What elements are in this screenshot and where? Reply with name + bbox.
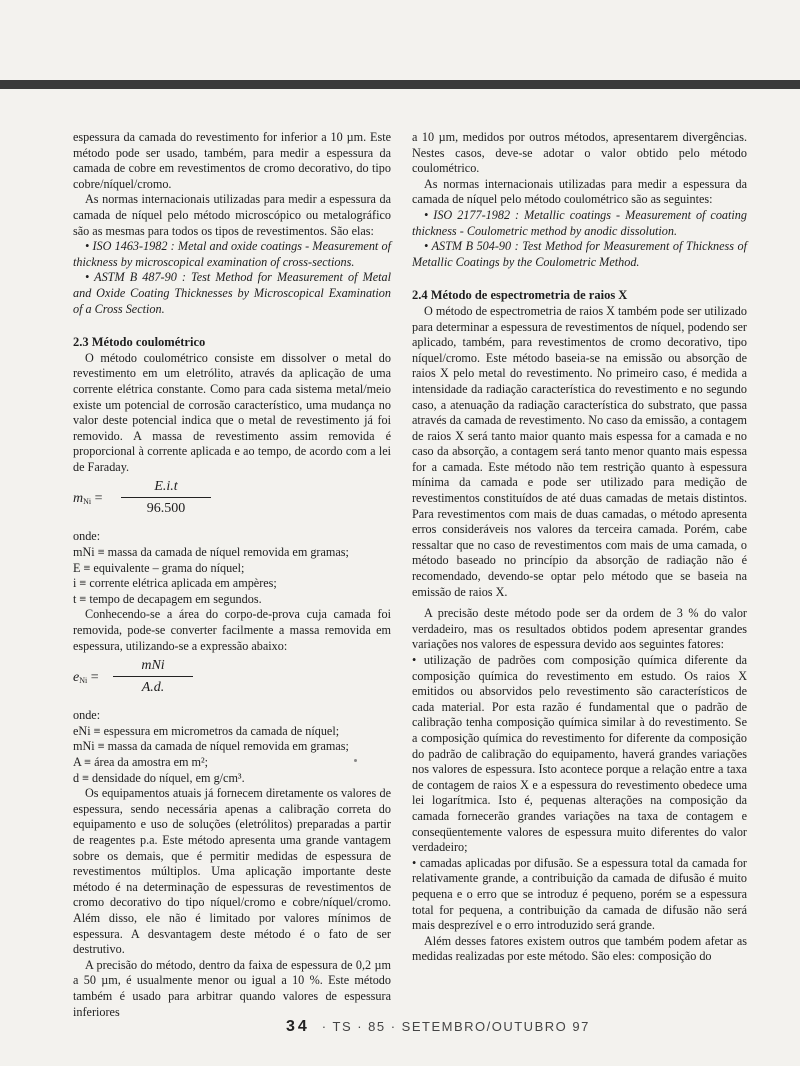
paragraph: As normas internacionais utilizadas para medir a espessura da camada de níquel pelo método coulométrico são as seguintes: xyxy=(412,176,747,207)
paragraph: espessura da camada do revestimento for inferior a 10 µm. Este método pode ser usado, também, para medir a espessura da camada de cobre em revestimentos de cromo decorativo, do tipo cobre/níquel/cromo. xyxy=(73,130,391,191)
formula-numerator: E.i.t xyxy=(121,479,211,498)
variable-definition: A ≡ área da amostra em m²; xyxy=(73,755,209,769)
variable-definition: i ≡ corrente elétrica aplicada em ampères; xyxy=(73,576,277,591)
page-number: 34 xyxy=(286,1018,310,1035)
paragraph: a 10 µm, medidos por outros métodos, apresentarem divergências. Nestes casos, deve-se adotar o valor obtido pelo método coulométrico. xyxy=(412,130,747,176)
formula-denominator: 96.500 xyxy=(146,501,186,517)
variable-list xyxy=(73,529,391,607)
variable-definition: mNi ≡ massa da camada de níquel removida em gramas; xyxy=(73,545,349,560)
left-column xyxy=(73,130,391,1020)
scan-speck xyxy=(354,759,357,762)
issue-info: · TS · 85 · SETEMBRO/OUTUBRO 97 xyxy=(321,1019,590,1034)
paragraph: Conhecendo-se a área do corpo-de-prova cuja camada foi removida, pode-se converter facilmente a massa removida em espessura, utilizando-se a expressão abaixo: xyxy=(73,607,391,653)
paragraph: A precisão deste método pode ser da ordem de 3 % do valor verdadeiro, mas os resultados obtidos podem apresentar grandes variações nos valores de espessura devido aos seguintes fatores: xyxy=(412,606,747,652)
page-footer xyxy=(286,1018,590,1036)
standard-reference: • ASTM B 504-90 : Test Method for Measurement of Thickness of Metallic Coatings by the Coulometric Method. xyxy=(412,239,747,269)
paragraph: As normas internacionais utilizadas para medir a espessura da camada de níquel pelo método microscópico ou metalográfico são as mesmas para todos os tipos de revestimentos. São elas: xyxy=(73,192,391,238)
formula-denominator: A.d. xyxy=(141,679,165,695)
variable-definition: mNi ≡ massa da camada de níquel removida em gramas; xyxy=(73,739,349,754)
formula-fraction xyxy=(121,479,211,516)
faraday-formula xyxy=(73,479,391,523)
list-item: • utilização de padrões com composição química diferente da composição química do revestimento em estudo. Os raios X emitidos ou absorvidos pelo revestimento são característicos de cada material. Por esta razão é fundamental que o padrão de calibração tenha composição química similar à do revestimento. Se a composição química do revestimento for diferente da composição do padrão de calibração do equipamento, haverá grandes variações nos valores de espessura. Isto acontece porque a relação entre a taxa de contagem de raios X e a espessura do revestimento obedece uma lei logarítmica. Isto é, pequenas alterações na composição da camada fornecerão grandes variações na taxa de contagem e conseqüentemente valores de espessura muito diferentes do valor verdadeiro; xyxy=(412,653,747,855)
thickness-formula xyxy=(73,658,391,702)
variable-definition: t ≡ tempo de decapagem em segundos. xyxy=(73,591,262,606)
right-column xyxy=(412,130,747,965)
formula-numerator: mNi xyxy=(113,658,193,677)
formula-fraction xyxy=(113,658,193,695)
variable-definition: d ≡ densidade do níquel, em g/cm³. xyxy=(73,770,245,785)
paragraph: A precisão do método, dentro da faixa de espessura de 0,2 µm a 50 µm, é usualmente menor ou igual a 10 %. Este método também é usado para arbitrar quando valores de espessura inferiores xyxy=(73,957,391,1019)
section-heading: 2.4 Método de espectrometria de raios X xyxy=(412,288,628,303)
header-rule xyxy=(0,80,800,89)
variable-definition: eNi ≡ espessura em micrometros da camada de níquel; xyxy=(73,723,340,738)
variable-definition: E ≡ equivalente – grama do níquel; xyxy=(73,560,245,575)
formula-lhs: $e_{Ni}$ = xyxy=(73,670,99,686)
where-label: onde: xyxy=(73,529,101,544)
paragraph: O método coulométrico consiste em dissolver o metal do revestimento em um eletrólito, através da aplicação de uma corrente elétrica constante. Como para cada sistema metal/meio existe um potencial de corrosão característico, uma mudança no valor deste potencial indica que o metal de revestimento já foi removido. A massa de revestimento assim removida é proporcional à corrente aplicada e ao tempo, de acordo com a lei de Faraday. xyxy=(73,350,391,474)
section-heading: 2.3 Método coulométrico xyxy=(73,335,206,350)
standard-reference: • ISO 2177-1982 : Metallic coatings - Measurement of coating thickness - Coulometric method by anodic dissolution. xyxy=(412,207,747,238)
variable-list xyxy=(73,708,391,786)
paragraph: O método de espectrometria de raios X também pode ser utilizado para determinar a espessura de revestimentos de níquel, podendo ser aplicado, também, para revestimentos de cromo decorativo, tipo níquel/cromo. Este método baseia-se na emissão ou absorção de raios X pelo metal do revestimento. No primeiro caso, é medida a intensidade da radiação característica do revestimento e no segundo caso, a atenuação da radiação característica do substrato, que passa através da camada de revestimento. No caso da emissão, a contagem de raios X será tanto maior quanto mais espessa for a camada e no caso da absorção, a contagem será tanto menor quanto mais espessa for a camada. Este método não tem restrição quanto à espessura mínima da camada e pode ser utilizado para medição de revestimentos constituídos de até duas camadas de metais distintos. Para revestimentos com mais de duas camadas, o método apresenta erros consideráveis nos valores da terceira camada. Porém, cabe ressaltar que no caso de revestimentos com mais de uma camada, o método baseado no princípio da absorção de radiação não é recomendado, devendo-se optar pelo método que se baseia na emissão de raios X. xyxy=(412,303,747,599)
standard-reference: • ASTM B 487-90 : Test Method for Measurement of Metal and Oxide Coating Thicknesses by Microscopical Examination of a Cross Section. xyxy=(73,270,391,316)
standard-reference: • ISO 1463-1982 : Metal and oxide coatings - Measurement of thickness by microscopical examination of cross-sections. xyxy=(73,239,391,269)
paragraph: Os equipamentos atuais já fornecem diretamente os valores de espessura, sendo necessária apenas a calibração correta do equipamento e uso de soluções (eletrólitos) preparadas a partir de reagentes p.a. Este método apresenta uma grande vantagem sobre os demais, que é permitir medidas de espessura de revestimentos múltiplos. Uma aplicação importante deste método é na determinação de espessuras de revestimentos de cromo decorativo do tipo níquel/cromo e cobre/níquel/cromo. Além disso, ele não é limitado por valores mínimos de espessura. A desvantagem deste método é o fato de ser destrutivo. xyxy=(73,786,391,957)
list-item: • camadas aplicadas por difusão. Se a espessura total da camada for relativamente grande, a contribuição da camada de difusão é muito pequena e o erro que se introduz é pequeno, porém se a espessura total for pequena, a contribuição da camada de difusão não será mais desprezível e o erro introduzido será grande. xyxy=(412,855,747,933)
paragraph: Além desses fatores existem outros que também podem afetar as medidas realizadas por este método. São eles: composição do xyxy=(412,933,747,964)
formula-lhs: $m_{Ni}$ = xyxy=(73,491,103,507)
where-label: onde: xyxy=(73,708,101,723)
